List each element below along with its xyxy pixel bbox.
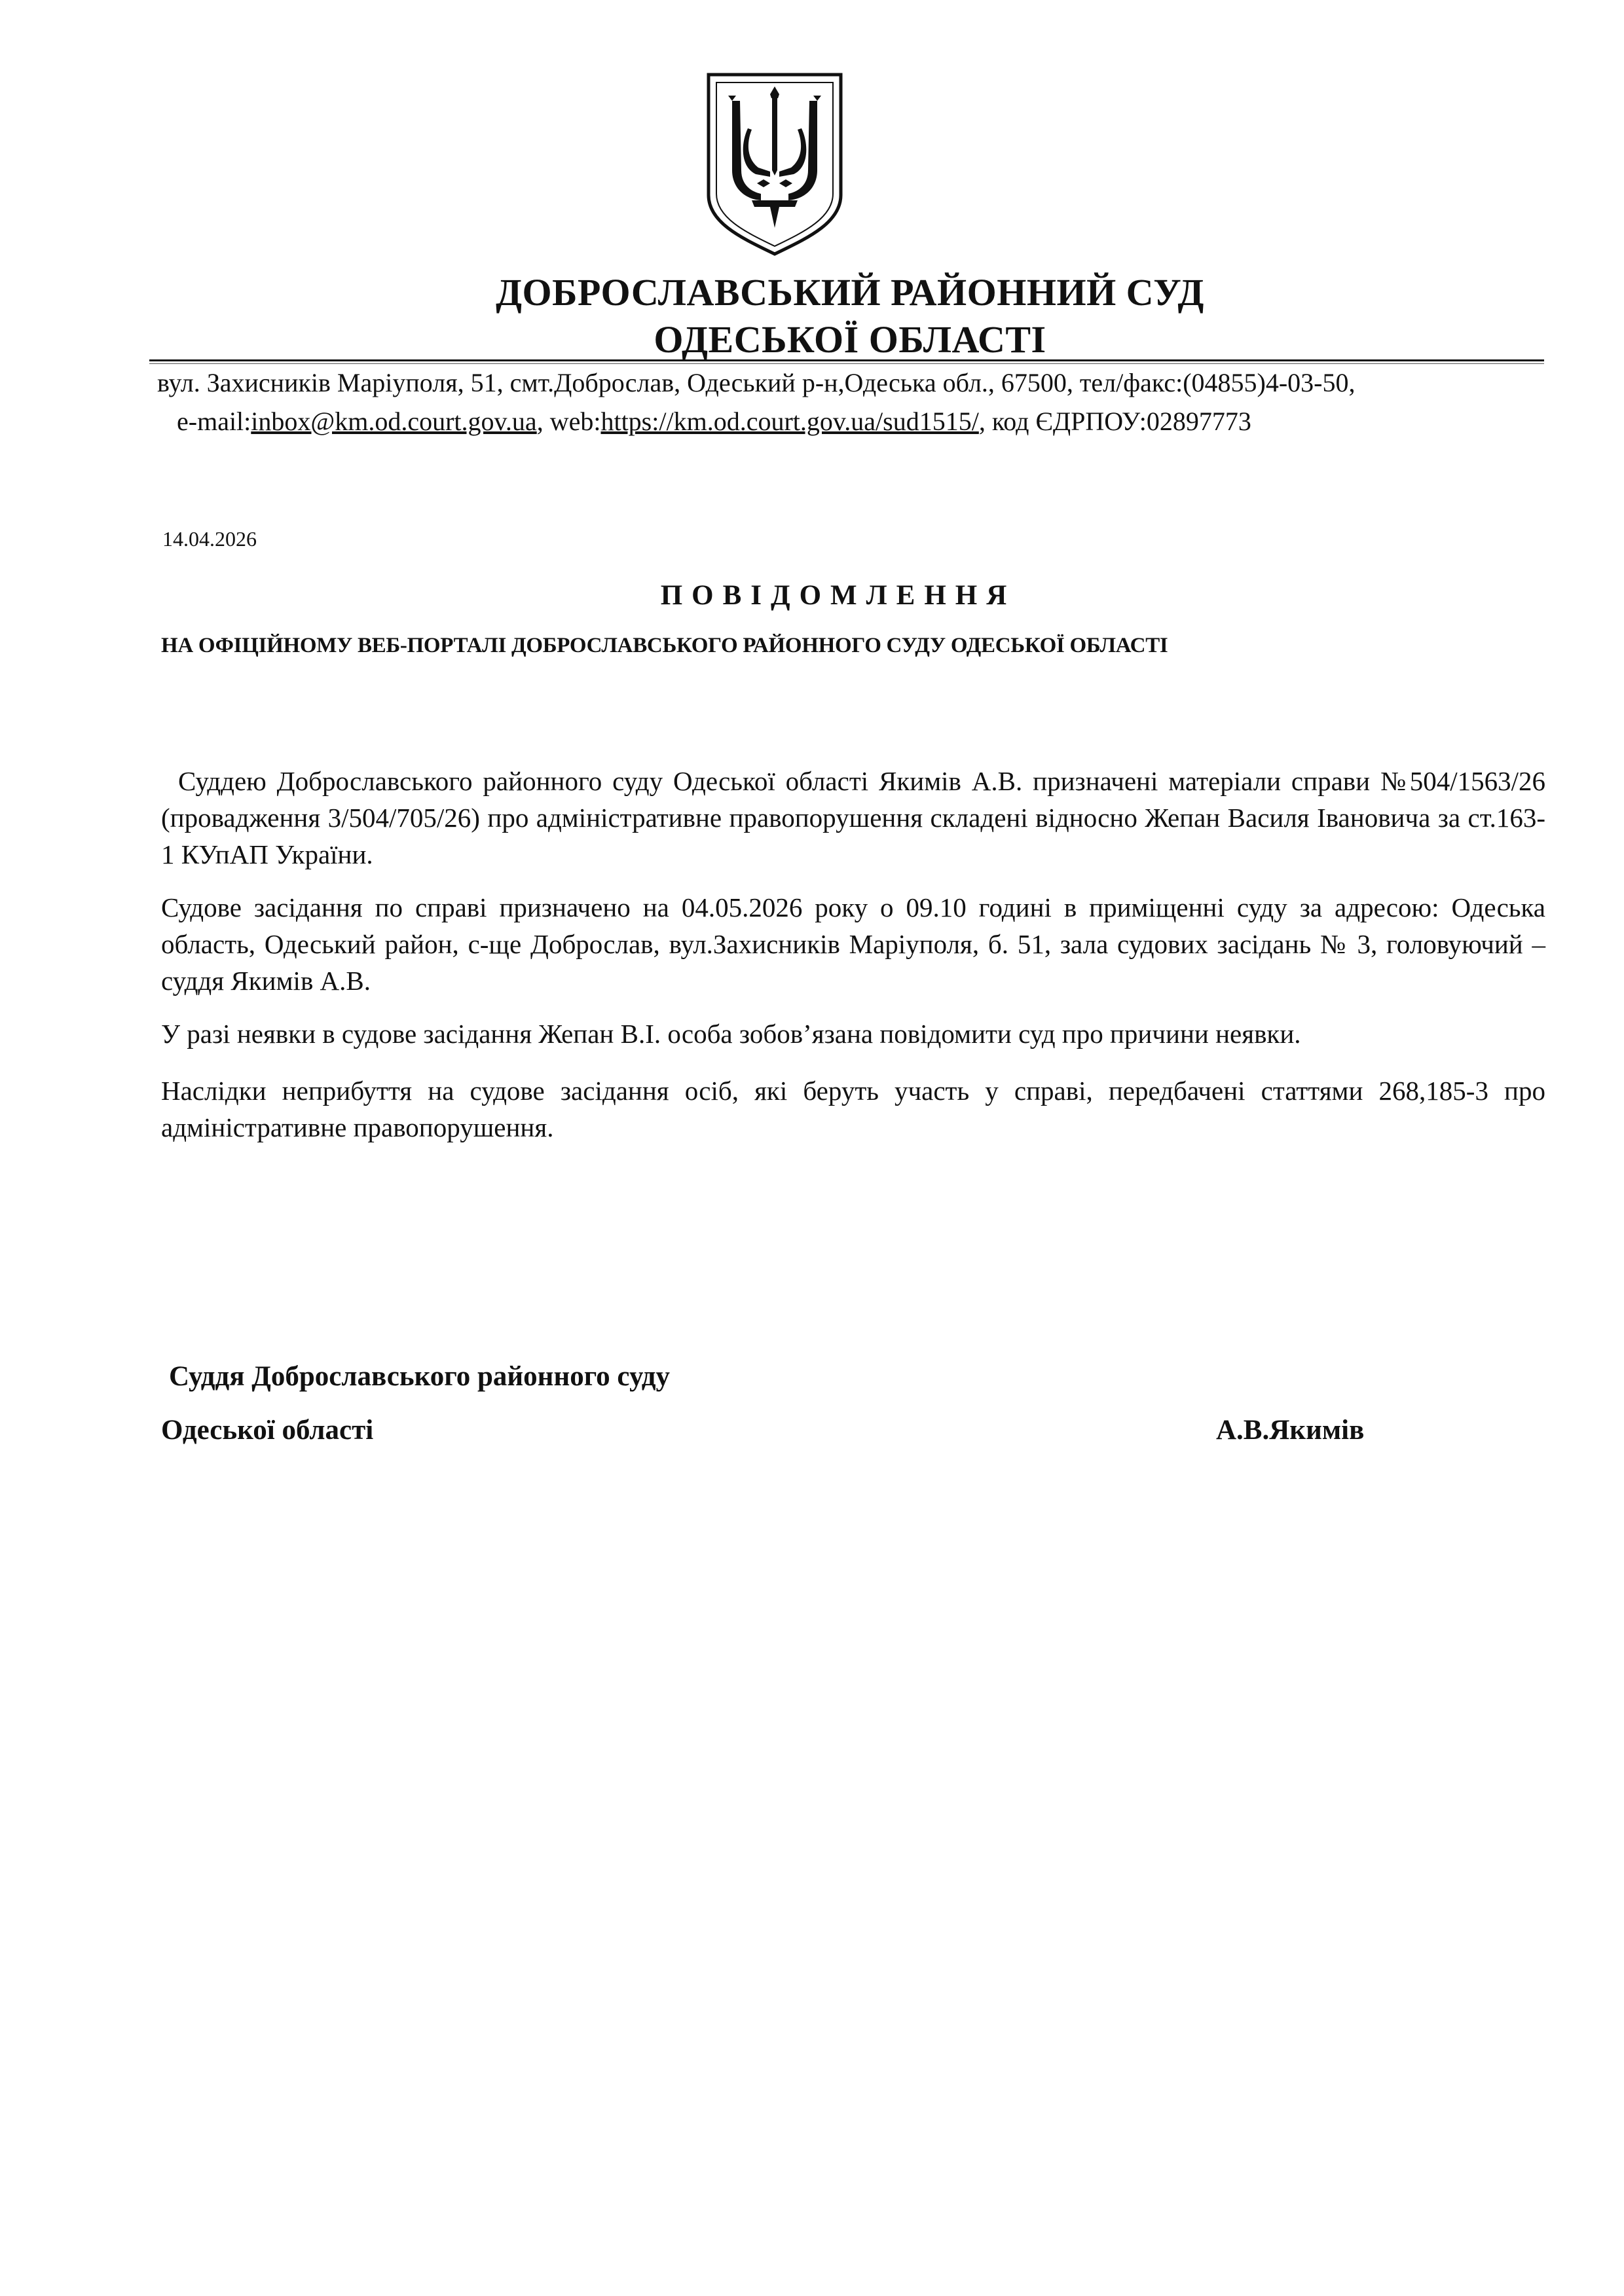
web-label: , web: [536,407,601,436]
signature-position-line1: Суддя Доброславського районного суду [169,1361,670,1392]
court-name-line2: ОДЕСЬКОЇ ОБЛАСТІ [654,318,1046,361]
document-date: 14.04.2026 [162,527,257,551]
paragraph-consequences: Наслідки неприбуття на судове засідання осіб, які беруть участь у справі, передбачені статтями 268,185-3 про адміністративне правопорушення. [161,1076,1545,1142]
signature-position-line2: Одеської області [161,1415,374,1446]
email-link[interactable]: inbox@km.od.court.gov.ua [251,407,537,436]
paragraph-absence-notice: У разі неявки в судове засідання Жепан В.І. особа зобов’язана повідомити суд про причини неявки. [161,1019,1301,1049]
paragraph-hearing-schedule: Судове засідання по справі призначено на 04.05.2026 року о 09.10 годині в приміщенні суду за адресою: Одеська область, Одеський район, с-ще Доброслав, вул.Захисників Маріуполя, б. 51, зала судових засідань № 3, головуючий – суддя Якимів А.В. [161,892,1545,996]
signature-name: А.В.Якимів [1216,1415,1365,1446]
document-subtitle: НА ОФІЦІЙНОМУ ВЕБ-ПОРТАЛІ ДОБРОСЛАВСЬКОГО РАЙОННОГО СУДУ ОДЕСЬКОЇ ОБЛАСТІ [161,634,1168,657]
ukraine-trident-icon [706,72,843,257]
website-link[interactable]: https://km.od.court.gov.ua/sud1515/ [600,407,979,436]
court-contacts [177,409,1565,435]
court-address: вул. Захисників Маріуполя, 51, смт.Доброслав, Одеський р-н,Одеська обл., 67500, тел/факс:(04855)4-03-50, [157,368,1356,397]
header-divider [149,359,1544,361]
paragraph-case-assignment: Суддею Доброславського районного суду Одеської області Якимів А.В. призначені матеріали справи №504/1563/26 (провадження 3/504/705/26) про адміністративне правопорушення складені відносно Жепан Василя Івановича за ст.163-1 КУпАП України. [161,766,1545,869]
document-title: ПОВІДОМЛЕННЯ [660,580,1016,611]
email-label: e-mail: [177,407,251,436]
header-divider-thin [149,363,1544,364]
edrpou-code: , код ЄДРПОУ:02897773 [978,407,1251,436]
court-name-line1: ДОБРОСЛАВСЬКИЙ РАЙОННИЙ СУД [496,271,1204,314]
